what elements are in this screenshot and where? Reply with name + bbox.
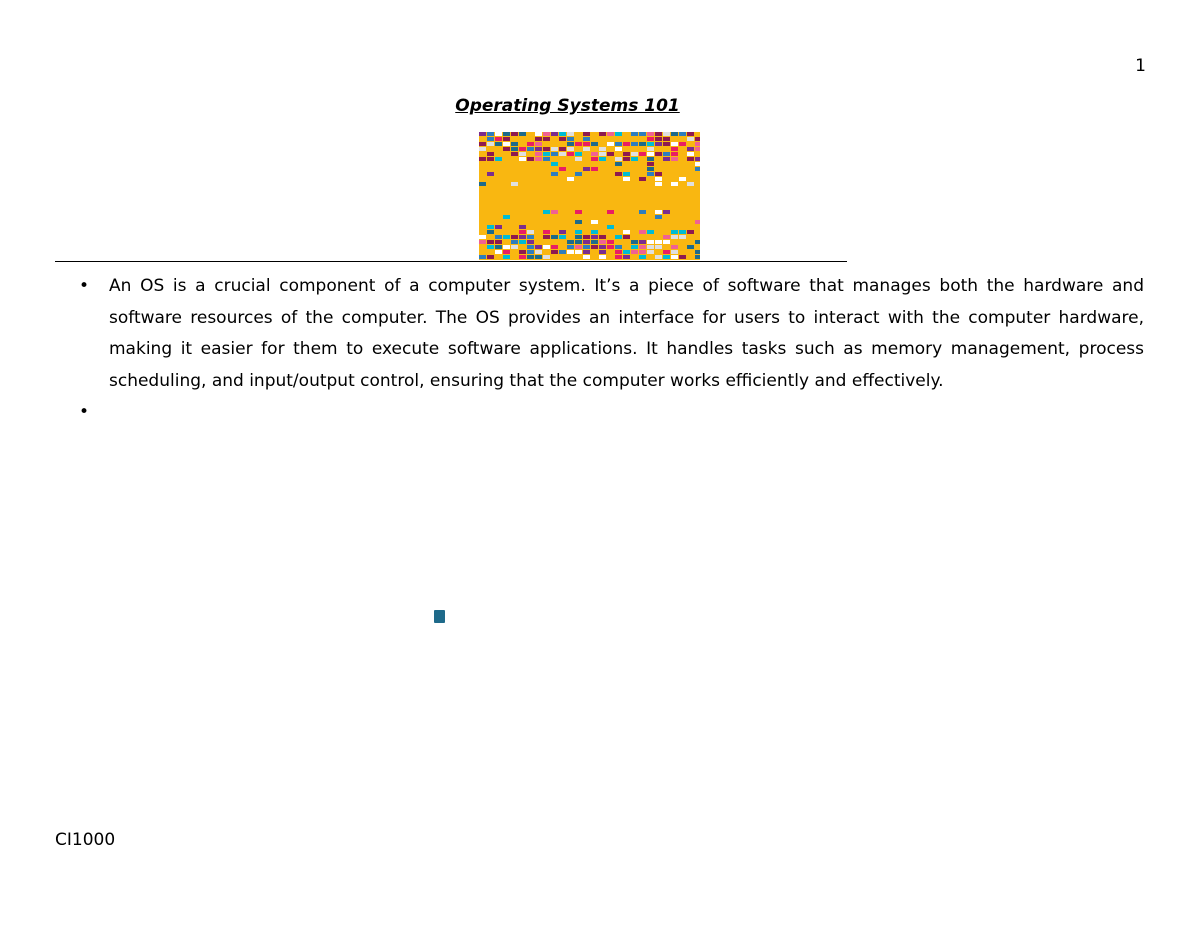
mosaic-tile — [663, 240, 670, 244]
mosaic-tile — [495, 142, 502, 146]
mosaic-tile — [583, 250, 590, 254]
mosaic-tile — [583, 255, 590, 259]
mosaic-tile — [599, 147, 606, 151]
mosaic-tile — [671, 235, 678, 239]
mosaic-tile — [511, 245, 518, 249]
mosaic-tile — [663, 132, 670, 136]
mosaic-tile — [639, 142, 646, 146]
mosaic-tile — [567, 132, 574, 136]
mosaic-tile — [687, 137, 694, 141]
mosaic-tile — [503, 235, 510, 239]
mosaic-tile — [607, 245, 614, 249]
mosaic-tile — [535, 245, 542, 249]
mosaic-tile — [623, 142, 630, 146]
mosaic-tile — [599, 235, 606, 239]
bullet-icon: • — [79, 402, 90, 423]
mosaic-tile — [479, 240, 486, 244]
mosaic-tile — [695, 162, 700, 166]
mosaic-tile — [495, 225, 502, 229]
mosaic-tile — [495, 132, 502, 136]
mosaic-tile — [695, 142, 700, 146]
footer-text: CI1000 — [55, 830, 116, 850]
mosaic-tile — [575, 172, 582, 176]
mosaic-tile — [655, 240, 662, 244]
mosaic-tile — [647, 142, 654, 146]
mosaic-tile — [567, 250, 574, 254]
mosaic-tile — [527, 142, 534, 146]
mosaic-tile — [655, 132, 662, 136]
mosaic-tile — [615, 245, 622, 249]
mosaic-tile — [567, 147, 574, 151]
mosaic-tile — [527, 240, 534, 244]
mosaic-tile — [575, 220, 582, 224]
mosaic-tile — [679, 230, 686, 234]
mosaic-tile — [551, 250, 558, 254]
mosaic-tile — [495, 157, 502, 161]
mosaic-tile — [591, 240, 598, 244]
mosaic-tile — [599, 240, 606, 244]
mosaic-tile — [551, 132, 558, 136]
mosaic-tile — [655, 177, 662, 181]
mosaic-tile — [519, 157, 526, 161]
mosaic-tile — [623, 172, 630, 176]
mosaic-tile — [519, 147, 526, 151]
mosaic-tile — [623, 157, 630, 161]
mosaic-tile — [575, 210, 582, 214]
mosaic-tile — [543, 235, 550, 239]
mosaic-tile — [671, 250, 678, 254]
mosaic-tile — [519, 230, 526, 234]
mosaic-tile — [559, 137, 566, 141]
bullet-list — [0, 271, 1200, 429]
mosaic-tile — [511, 152, 518, 156]
mosaic-tile — [599, 250, 606, 254]
mosaic-tile — [615, 147, 622, 151]
mosaic-tile — [583, 147, 590, 151]
mosaic-tile — [623, 230, 630, 234]
mosaic-tile — [583, 142, 590, 146]
mosaic-tile — [535, 152, 542, 156]
mosaic-tile — [607, 132, 614, 136]
mosaic-tile — [647, 230, 654, 234]
mosaic-tile — [679, 142, 686, 146]
mosaic-tile — [591, 152, 598, 156]
mosaic-tile — [487, 152, 494, 156]
mosaic-tile — [687, 157, 694, 161]
mosaic-tile — [591, 157, 598, 161]
mosaic-tile — [695, 255, 700, 259]
mosaic-tile — [671, 152, 678, 156]
bullet-icon: • — [79, 276, 90, 296]
mosaic-tile — [567, 142, 574, 146]
mosaic-tile — [487, 137, 494, 141]
mosaic-tile — [615, 250, 622, 254]
mosaic-tile — [575, 240, 582, 244]
mosaic-tile — [551, 172, 558, 176]
mosaic-tile — [527, 250, 534, 254]
mosaic-tile — [599, 132, 606, 136]
mosaic-tile — [527, 147, 534, 151]
mosaic-tile — [519, 255, 526, 259]
mosaic-tile — [511, 240, 518, 244]
mosaic-tile — [615, 172, 622, 176]
mosaic-tile — [583, 240, 590, 244]
mosaic-tile — [495, 245, 502, 249]
mosaic-tile — [695, 167, 700, 171]
mosaic-tile — [495, 137, 502, 141]
mosaic-tile — [527, 245, 534, 249]
mosaic-tile — [591, 142, 598, 146]
mosaic-tile — [543, 210, 550, 214]
mosaic-tile — [679, 235, 686, 239]
mosaic-tile — [503, 147, 510, 151]
mosaic-tile — [647, 137, 654, 141]
mosaic-tile — [671, 142, 678, 146]
horizontal-rule — [55, 261, 847, 262]
document-title: Operating Systems 101 — [455, 96, 680, 116]
list-item — [0, 271, 1144, 397]
mosaic-tile — [607, 210, 614, 214]
mosaic-tile — [551, 152, 558, 156]
mosaic-tile — [487, 245, 494, 249]
mosaic-tile — [647, 162, 654, 166]
mosaic-tile — [535, 132, 542, 136]
mosaic-tile — [559, 235, 566, 239]
mosaic-tile — [479, 132, 486, 136]
mosaic-tile — [639, 210, 646, 214]
mosaic-tile — [695, 240, 700, 244]
mosaic-tile — [535, 142, 542, 146]
mosaic-tile — [663, 210, 670, 214]
mosaic-tile — [519, 152, 526, 156]
mosaic-tile — [559, 132, 566, 136]
mosaic-tile — [511, 132, 518, 136]
mosaic-tile — [535, 255, 542, 259]
mosaic-tile — [511, 235, 518, 239]
mosaic-tile — [695, 147, 700, 151]
mosaic-tile — [639, 250, 646, 254]
mosaic-tile — [647, 172, 654, 176]
mosaic-tile — [495, 235, 502, 239]
mosaic-tile — [639, 132, 646, 136]
mosaic-tile — [639, 230, 646, 234]
mosaic-tile — [575, 157, 582, 161]
mosaic-tile — [679, 255, 686, 259]
mosaic-tile — [503, 255, 510, 259]
mosaic-tile — [687, 132, 694, 136]
mosaic-tile — [639, 255, 646, 259]
mosaic-tile — [487, 132, 494, 136]
mosaic-tile — [583, 132, 590, 136]
mosaic-tile — [527, 235, 534, 239]
mosaic-tile — [647, 157, 654, 161]
mosaic-tile — [687, 152, 694, 156]
mosaic-tile — [655, 137, 662, 141]
mosaic-tile — [519, 225, 526, 229]
mosaic-tile — [559, 250, 566, 254]
mosaic-tile — [543, 137, 550, 141]
mosaic-tile — [671, 132, 678, 136]
mosaic-tile — [591, 235, 598, 239]
mosaic-tile — [607, 240, 614, 244]
mosaic-tile — [671, 147, 678, 151]
mosaic-tile — [663, 157, 670, 161]
mosaic-tile — [679, 177, 686, 181]
mosaic-tile — [487, 240, 494, 244]
mosaic-tile — [487, 142, 494, 146]
mosaic-tile — [519, 132, 526, 136]
mosaic-tile — [607, 152, 614, 156]
mosaic-tile — [543, 230, 550, 234]
mosaic-tile — [639, 152, 646, 156]
mosaic-tile — [567, 152, 574, 156]
mosaic-tile — [503, 215, 510, 219]
mosaic-tile — [615, 235, 622, 239]
mosaic-tile — [647, 245, 654, 249]
mosaic-tile — [575, 142, 582, 146]
mosaic-tile — [527, 255, 534, 259]
mosaic-tile — [543, 132, 550, 136]
mosaic-tile — [591, 167, 598, 171]
mosaic-tile — [479, 157, 486, 161]
mosaic-tile — [479, 235, 486, 239]
mosaic-tile — [647, 152, 654, 156]
mosaic-tile — [599, 152, 606, 156]
mosaic-tile — [479, 255, 486, 259]
mosaic-tile — [527, 157, 534, 161]
mosaic-tile — [607, 142, 614, 146]
mosaic-tile — [519, 235, 526, 239]
mosaic-tile — [487, 225, 494, 229]
mosaic-tile — [583, 245, 590, 249]
mosaic-tile — [631, 152, 638, 156]
mosaic-tile — [535, 147, 542, 151]
mosaic-tile — [631, 142, 638, 146]
mosaic-tile — [567, 177, 574, 181]
mosaic-tile — [551, 235, 558, 239]
mosaic-tile — [615, 162, 622, 166]
mosaic-tile — [671, 182, 678, 186]
mosaic-tile — [487, 255, 494, 259]
mosaic-tile — [655, 152, 662, 156]
mosaic-tile — [591, 245, 598, 249]
mosaic-tile — [655, 245, 662, 249]
mosaic-tile — [663, 255, 670, 259]
mosaic-tile — [559, 167, 566, 171]
mosaic-tile — [503, 250, 510, 254]
mosaic-tile — [567, 137, 574, 141]
mosaic-tile — [551, 147, 558, 151]
mosaic-tile — [559, 147, 566, 151]
mosaic-tile — [615, 255, 622, 259]
mosaic-tile — [495, 240, 502, 244]
mosaic-tile — [655, 172, 662, 176]
mosaic-tile — [671, 230, 678, 234]
mosaic-tile — [695, 157, 700, 161]
mosaic-tile — [647, 240, 654, 244]
mosaic-tile — [583, 137, 590, 141]
mosaic-tile — [687, 182, 694, 186]
mosaic-tile — [551, 245, 558, 249]
mosaic-tile — [663, 250, 670, 254]
mosaic-tile — [671, 255, 678, 259]
mosaic-tile — [647, 167, 654, 171]
mosaic-tile — [543, 152, 550, 156]
mosaic-tile — [655, 215, 662, 219]
mosaic-tile — [679, 132, 686, 136]
mosaic-tile — [639, 245, 646, 249]
mosaic-tile — [543, 157, 550, 161]
mosaic-tile — [519, 240, 526, 244]
mosaic-tile — [599, 245, 606, 249]
mosaic-tile — [567, 240, 574, 244]
mosaic-tile — [551, 210, 558, 214]
mosaic-tile — [599, 255, 606, 259]
mosaic-tile — [591, 230, 598, 234]
mosaic-tile — [511, 182, 518, 186]
mosaic-tile — [663, 142, 670, 146]
mosaic-tile — [583, 235, 590, 239]
mosaic-tile — [559, 152, 566, 156]
mosaic-tile — [687, 230, 694, 234]
mosaic-tile — [631, 250, 638, 254]
mosaic-tile — [551, 162, 558, 166]
mosaic-tile — [535, 157, 542, 161]
mosaic-tile — [575, 230, 582, 234]
mosaic-tile — [503, 132, 510, 136]
mosaic-tile — [631, 245, 638, 249]
mosaic-tile — [647, 147, 654, 151]
mosaic-tile — [591, 220, 598, 224]
mosaic-tile — [543, 255, 550, 259]
mosaic-tile — [687, 245, 694, 249]
mosaic-tile — [543, 245, 550, 249]
mosaic-tile — [655, 182, 662, 186]
mosaic-tile — [479, 142, 486, 146]
mosaic-tile — [615, 132, 622, 136]
mosaic-tile — [631, 240, 638, 244]
mosaic-tile — [575, 250, 582, 254]
mosaic-tile — [671, 157, 678, 161]
mosaic-tile — [503, 245, 510, 249]
mosaic-tile — [495, 250, 502, 254]
mosaic-tile — [639, 240, 646, 244]
mosaic-tile — [583, 167, 590, 171]
mosaic-tile — [655, 210, 662, 214]
mosaic-tile — [655, 142, 662, 146]
mosaic-tile — [607, 225, 614, 229]
mosaic-tile — [503, 137, 510, 141]
mosaic-tile — [623, 255, 630, 259]
mosaic-tile — [559, 230, 566, 234]
mosaic-tile — [615, 142, 622, 146]
mosaic-tile — [615, 157, 622, 161]
mosaic-tile — [623, 235, 630, 239]
mosaic-tile — [647, 132, 654, 136]
mosaic-tile — [599, 157, 606, 161]
mosaic-tile — [575, 152, 582, 156]
mosaic-tile — [623, 152, 630, 156]
mosaic-tile — [543, 147, 550, 151]
mosaic-tile — [631, 132, 638, 136]
mosaic-tile — [487, 230, 494, 234]
page-number: 1 — [1135, 56, 1146, 76]
mosaic-tile — [479, 147, 486, 151]
mosaic-tile — [511, 147, 518, 151]
mosaic-tile — [535, 250, 542, 254]
mosaic-tile — [695, 250, 700, 254]
mosaic-tile — [623, 177, 630, 181]
mosaic-tile — [663, 235, 670, 239]
mosaic-tile — [687, 147, 694, 151]
mosaic-tile — [663, 152, 670, 156]
colorful-mosaic-banner-icon — [479, 132, 700, 260]
mosaic-tile — [695, 220, 700, 224]
bullet-text: An OS is a crucial component of a computer system. It’s a piece of software that manages both the hardware and software resources of the computer. The OS provides an interface for users to interact with the computer hardware, making it easier for them to execute software applications. It handles tasks such as memory management, process scheduling, and input/output control, ensuring that the computer works efficiently and effectively. — [109, 276, 1144, 391]
mosaic-tile — [639, 177, 646, 181]
mosaic-tile — [519, 250, 526, 254]
mosaic-tile — [503, 142, 510, 146]
mosaic-tile — [575, 235, 582, 239]
mosaic-tile — [575, 245, 582, 249]
mosaic-tile — [535, 137, 542, 141]
mosaic-tile — [487, 172, 494, 176]
mosaic-tile — [631, 157, 638, 161]
small-square-marker-icon — [434, 610, 445, 623]
mosaic-tile — [655, 255, 662, 259]
mosaic-tile — [695, 137, 700, 141]
mosaic-tile — [567, 245, 574, 249]
mosaic-tile — [527, 230, 534, 234]
mosaic-tile — [647, 250, 654, 254]
list-item — [0, 397, 1144, 429]
mosaic-tile — [479, 182, 486, 186]
mosaic-tile — [623, 250, 630, 254]
mosaic-tile — [671, 245, 678, 249]
mosaic-tile — [663, 137, 670, 141]
mosaic-tile — [487, 157, 494, 161]
mosaic-tile — [511, 142, 518, 146]
